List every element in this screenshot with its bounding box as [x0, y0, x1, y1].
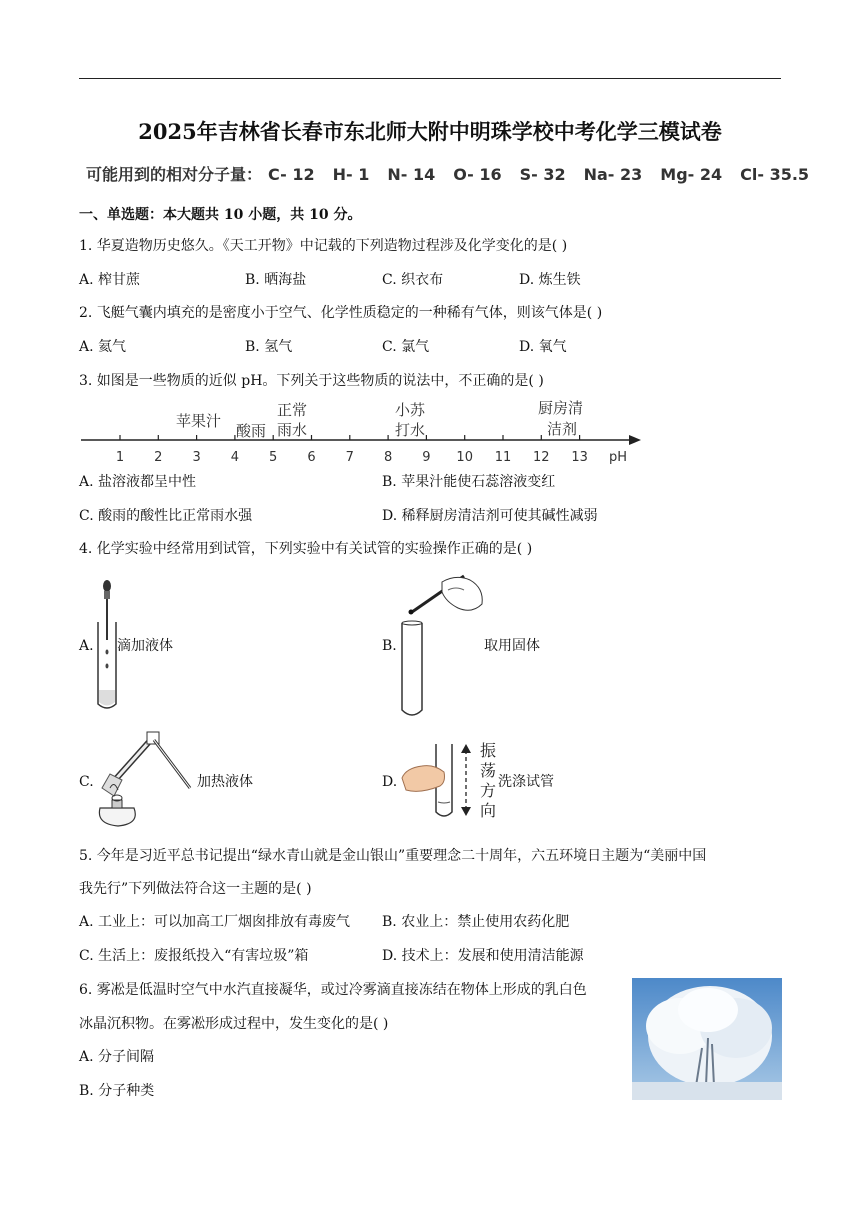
q6-stem-line2: 冰晶沉积物。在雾凇形成过程中，发生变化的是( ): [79, 1016, 389, 1032]
q6-stem-line1: 6. 雾凇是低温时空气中水汽直接凝华，或过冷雾滴直接冻结在物体上形成的乳白色: [79, 982, 587, 998]
q6-option-a: A. 分子间隔: [79, 1049, 155, 1065]
section-heading: 一、单选题：本大题共 10 小题，共 10 分。: [79, 207, 362, 223]
top-rule: [79, 78, 781, 79]
mass-c: C- 12: [268, 165, 315, 184]
q2-option-d: D. 氧气: [519, 339, 567, 355]
mass-na: Na- 23: [583, 165, 643, 184]
q5-option-c: C. 生活上：废报纸投入“有害垃圾”箱: [79, 948, 309, 964]
q5-stem-line2: 我先行”下列做法符合这一主题的是( ): [79, 881, 312, 897]
q4-option-b-letter: B.: [382, 638, 397, 654]
ph-tick-label: 9: [422, 450, 431, 465]
q1-option-a: A. 榨甘蔗: [79, 272, 141, 288]
mass-s: S- 32: [519, 165, 566, 184]
q4-option-a-caption: 滴加液体: [117, 638, 173, 654]
q2-stem: 2. 飞艇气囊内填充的是密度小于空气、化学性质稳定的一种稀有气体，则该气体是( ): [79, 305, 603, 321]
q6-option-b: B. 分子种类: [79, 1083, 155, 1099]
atomic-mass-line: [86, 162, 809, 185]
ph-tick-label: 7: [345, 450, 354, 465]
solid-test-tube-image: [398, 570, 488, 720]
label-kitchen-cleaner-2: 洁剂: [547, 420, 578, 438]
ph-tick-label: 4: [230, 450, 240, 465]
ph-scale-figure: [79, 396, 644, 468]
atomic-mass-label: 可能用到的相对分子量：: [86, 165, 263, 184]
q4-option-c-caption: 加热液体: [197, 774, 253, 790]
ph-tick-label: 2: [154, 450, 163, 465]
q5-option-d: D. 技术上：发展和使用清洁能源: [382, 948, 584, 964]
q3-option-b: B. 苹果汁能使石蕊溶液变红: [382, 474, 556, 490]
ph-tick-label: 12: [533, 450, 550, 465]
washing-test-tube-image: [400, 738, 504, 824]
q4-option-d-caption: 洗涤试管: [498, 774, 554, 790]
ph-tick-label: 1: [115, 450, 125, 465]
heating-liquid-image: [92, 728, 194, 832]
ph-tick-label: 13: [571, 450, 588, 465]
label-baking-soda-1: 小苏: [395, 401, 426, 419]
q2-option-a: A. 氦气: [79, 339, 127, 355]
shake-direction-char-4: 向: [480, 801, 497, 820]
label-baking-soda-2: 打水: [395, 421, 426, 439]
q4-stem: 4. 化学实验中经常用到试管，下列实验中有关试管的实验操作正确的是( ): [79, 541, 533, 557]
page-title: 2025年吉林省长春市东北师大附中明珠学校中考化学三模试卷: [138, 119, 722, 144]
label-acid-rain: 酸雨: [236, 422, 267, 440]
rime-frost-photo: [632, 978, 782, 1100]
ph-tick-label: 8: [383, 450, 393, 465]
mass-n: N- 14: [387, 165, 436, 184]
q5-stem-line1: 5. 今年是习近平总书记提出“绿水青山就是金山银山”重要理念二十周年，六五环境日主题为“美丽中国: [79, 848, 707, 864]
shake-direction-char-2: 荡: [480, 761, 497, 780]
q4-option-b-caption: 取用固体: [484, 638, 540, 654]
q3-option-a: A. 盐溶液都呈中性: [79, 474, 197, 490]
q1-option-c: C. 织衣布: [382, 272, 444, 288]
q2-option-c: C. 氯气: [382, 339, 430, 355]
q4-option-a-letter: A.: [79, 638, 94, 654]
q1-option-b: B. 晒海盐: [245, 272, 307, 288]
mass-h: H- 1: [332, 165, 370, 184]
label-normal-1: 正常: [277, 401, 308, 419]
q5-option-a: A. 工业上：可以加高工厂烟囱排放有毒废气: [79, 914, 351, 930]
q1-option-d: D. 炼生铁: [519, 272, 581, 288]
ph-unit: pH: [609, 450, 628, 465]
q4-option-c-letter: C.: [79, 774, 94, 790]
mass-o: O- 16: [453, 165, 502, 184]
mass-cl: Cl- 35.5: [740, 165, 810, 184]
label-kitchen-cleaner-1: 厨房清: [538, 399, 584, 417]
ph-tick-label: 3: [192, 450, 201, 465]
label-normal-2: 雨水: [277, 421, 308, 439]
q4-option-d-letter: D.: [382, 774, 398, 790]
ph-tick-label: 5: [269, 450, 278, 465]
q1-stem: 1. 华夏造物历史悠久。《天工开物》中记载的下列造物过程涉及化学变化的是( ): [79, 238, 568, 254]
q3-stem: 3. 如图是一些物质的近似 pH。下列关于这些物质的说法中，不正确的是( ): [79, 373, 544, 389]
mass-mg: Mg- 24: [660, 165, 723, 184]
ph-axis-arrow: [629, 435, 641, 445]
shake-direction-char-1: 振: [480, 741, 497, 760]
q5-option-b: B. 农业上：禁止使用农药化肥: [382, 914, 570, 930]
shake-direction-char-3: 方: [480, 781, 497, 800]
label-apple-juice: 苹果汁: [176, 412, 222, 430]
q2-option-b: B. 氢气: [245, 339, 293, 355]
ph-tick-label: 10: [456, 450, 473, 465]
ph-tick-label: 6: [307, 450, 316, 465]
q3-option-c: C. 酸雨的酸性比正常雨水强: [79, 508, 253, 524]
q3-option-d: D. 稀释厨房清洁剂可使其碱性减弱: [382, 508, 598, 524]
ph-tick-label: 11: [494, 450, 512, 465]
